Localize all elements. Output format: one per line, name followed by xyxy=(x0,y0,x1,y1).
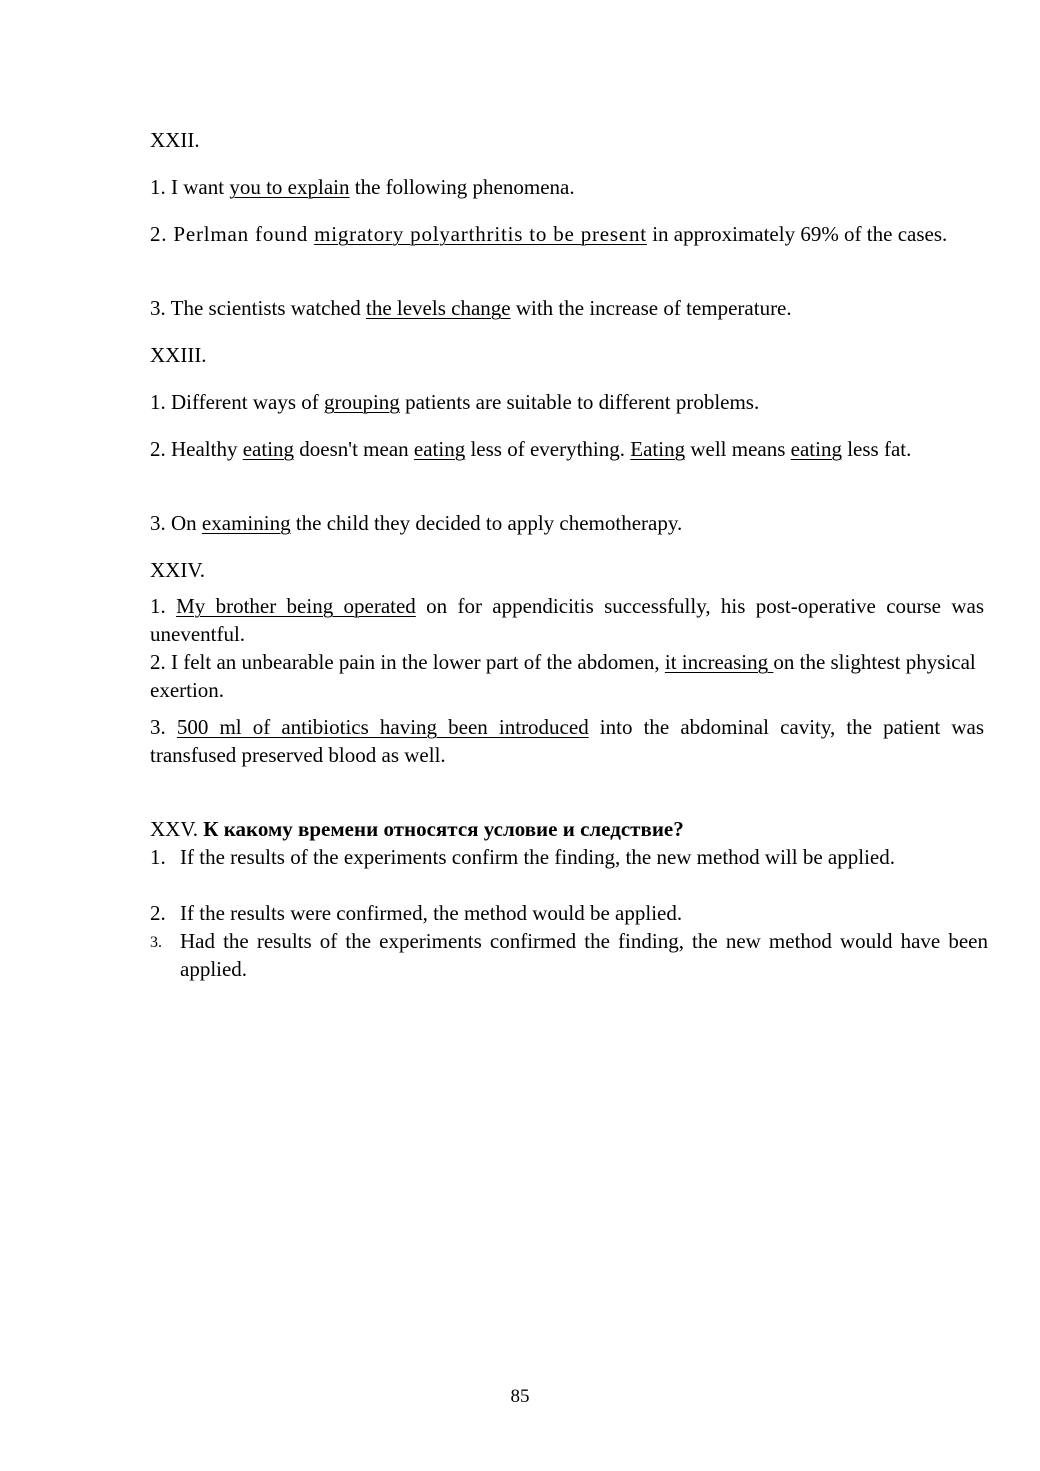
underlined-phrase: you to explain xyxy=(229,175,350,199)
list-item: 2. If the results were confirmed, the method would be applied. xyxy=(150,901,683,925)
underlined-word: examining xyxy=(201,511,291,535)
page-number: 85 xyxy=(510,1386,530,1407)
list-item: 1. If the results of the experiments confirm the finding, the new method will be applied. xyxy=(150,845,895,869)
list-item: 3. Had the results of the experiments confirmed the finding, the new method would have been applied. xyxy=(150,929,988,981)
section-heading-xxiv: XXIV. xyxy=(150,558,206,582)
underlined-phrase: it increasing xyxy=(664,650,774,674)
underlined-phrase: migratory polyarthritis to be present xyxy=(314,222,647,246)
underlined-phrase: 500 ml of antibiotics having been introduced xyxy=(176,715,589,739)
xxiii-sentence-3: 3. On examining the child they decided to apply chemotherapy. xyxy=(150,511,683,535)
xxiv-sentence-2: 2. I felt an unbearable pain in the lower part of the abdomen, it increasing on the slightest physical exertion. xyxy=(150,650,976,702)
xxv-question: К какому времени относятся условие и следствие? xyxy=(203,817,684,841)
underlined-phrase: My brother being operated xyxy=(176,594,416,618)
section-heading-xxii: XXII. xyxy=(150,128,200,152)
underlined-phrase: grouping xyxy=(323,390,400,414)
section-heading-xxv: XXV. К какому времени относятся условие и следствие? xyxy=(150,817,684,841)
xxii-sentence-2: 2. Perlman found migratory polyarthritis to be present in approximately 69% of the cases. xyxy=(150,222,948,246)
xxii-sentence-3: 3. The scientists watched the levels change with the increase of temperature. xyxy=(150,296,792,320)
underlined-word: eating xyxy=(790,437,842,461)
underlined-word: Eating xyxy=(630,437,686,461)
xxii-sentence-1: 1. I want you to explain the following phenomena. xyxy=(150,175,575,199)
xxiii-sentence-2: 2. Healthy eating doesn't mean eating less of everything. Eating well means eating less fat. xyxy=(150,437,912,461)
underlined-phrase: the levels change xyxy=(365,296,511,320)
xxiii-sentence-1: 1. Different ways of grouping patients are suitable to different problems. xyxy=(150,390,760,414)
xxiv-sentence-3: 3. 500 ml of antibiotics having been introduced into the abdominal cavity, the patient was transfused preserved blood as well. xyxy=(150,715,985,767)
section-heading-xxiii: XXIII. xyxy=(150,343,207,367)
underlined-word: eating xyxy=(242,437,295,461)
xxiv-sentence-1: 1. My brother being operated on for appendicitis successfully, his post-operative course was uneventful. xyxy=(150,594,984,646)
underlined-word: eating xyxy=(413,437,466,461)
